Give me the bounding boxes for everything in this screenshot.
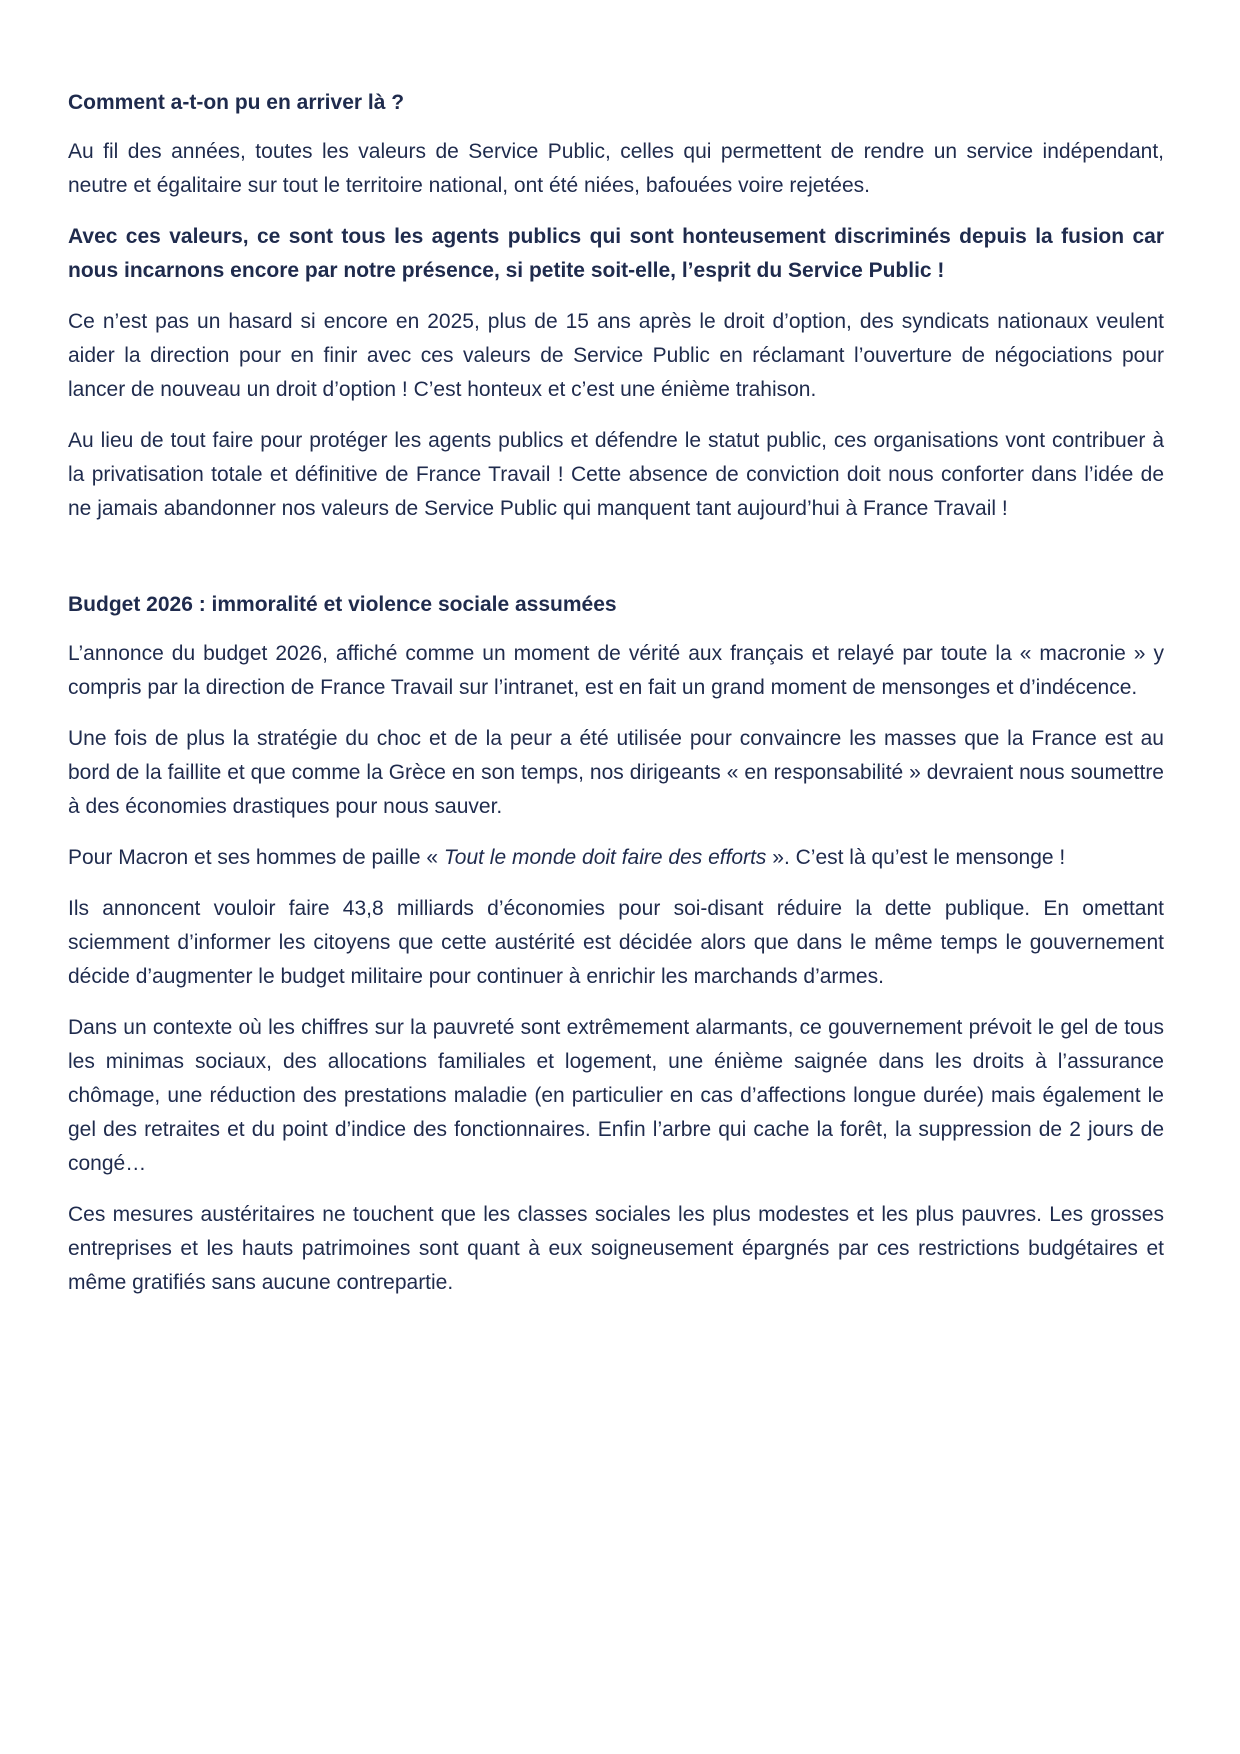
paragraph-avec-ces-valeurs: Avec ces valeurs, ce sont tous les agents publics qui sont honteusement discriminés depuis la fusion car nous incarnons encore par notre présence, si petite soit-elle, l’esprit du Service Public ! xyxy=(68,225,1164,282)
paragraph-strategie-du-choc: Une fois de plus la stratégie du choc et de la peur a été utilisée pour convaincre les masses que la France est au bord de la faillite et que comme la Grèce en son temps, nos dirigeants « en responsabilité » devraient nous soumettre à des économies drastiques pour nous sauver. xyxy=(68,727,1164,818)
paragraph-au-lieu-de-tout-faire: Au lieu de tout faire pour protéger les agents publics et défendre le statut public, ces organisations vont contribuer à la privatisation totale et définitive de France Travail ! Cette absence de conviction doit nous conforter dans l’idée de ne jamais abandonner nos valeurs de Service Public qui manquent tant aujourd’hui à France Travail ! xyxy=(68,429,1164,520)
quote-prefix: Pour Macron et ses hommes de paille « xyxy=(68,846,444,869)
quote-suffix: ». C’est là qu’est le mensonge ! xyxy=(766,846,1066,869)
paragraph-438-milliards: Ils annoncent vouloir faire 43,8 milliards d’économies pour soi-disant réduire la dette publique. En omettant sciemment d’informer les citoyens que cette austérité est décidée alors que dans le même temps le gouvernement décide d’augmenter le budget militaire pour continuer à enrichir les marchands d’armes. xyxy=(68,897,1164,988)
paragraph-pas-un-hasard: Ce n’est pas un hasard si encore en 2025, plus de 15 ans après le droit d’option, des syndicats nationaux veulent aider la direction pour en finir avec ces valeurs de Service Public en réclamant l’ouverture de négociations pour lancer de nouveau un droit d’option ! C’est honteux et c’est une énième trahison. xyxy=(68,310,1164,401)
paragraph-mesures-austeritaires: Ces mesures austéritaires ne touchent que les classes sociales les plus modestes et les plus pauvres. Les grosses entreprises et les hauts patrimoines sont quant à eux soigneusement épargnés par ces restrictions budgétaires et même gratifiés sans aucune contrepartie. xyxy=(68,1203,1164,1294)
paragraph-annonce-budget: L’annonce du budget 2026, affiché comme un moment de vérité aux français et relayé par toute la « macronie » y compris par la direction de France Travail sur l’intranet, est en fait un grand moment de mensonges et d’indécence. xyxy=(68,642,1164,699)
section-heading-budget-2026: Budget 2026 : immoralité et violence sociale assumées xyxy=(68,593,617,616)
quote-italic: Tout le monde doit faire des efforts xyxy=(443,846,767,869)
section-heading-arriver-la: Comment a-t-on pu en arriver là ? xyxy=(68,91,405,114)
paragraph-au-fil-des-annees: Au fil des années, toutes les valeurs de Service Public, celles qui permettent de rendre un service indépendant, neutre et égalitaire sur tout le territoire national, ont été niées, bafouées voire rejetées. xyxy=(68,140,1164,197)
paragraph-contexte-pauvrete: Dans un contexte où les chiffres sur la pauvreté sont extrêmement alarmants, ce gouvernement prévoit le gel de tous les minimas sociaux, des allocations familiales et logement, une énième saignée dans les droits à l’assurance chômage, une réduction des prestations maladie (en particulier en cas d’affections longue durée) mais également le gel des retraites et du point d’indice des fonctionnaires. Enfin l’arbre qui cache la forêt, la suppression de 2 jours de congé… xyxy=(68,1016,1164,1175)
paragraph-macron-hommes-de-paille xyxy=(68,841,1164,875)
